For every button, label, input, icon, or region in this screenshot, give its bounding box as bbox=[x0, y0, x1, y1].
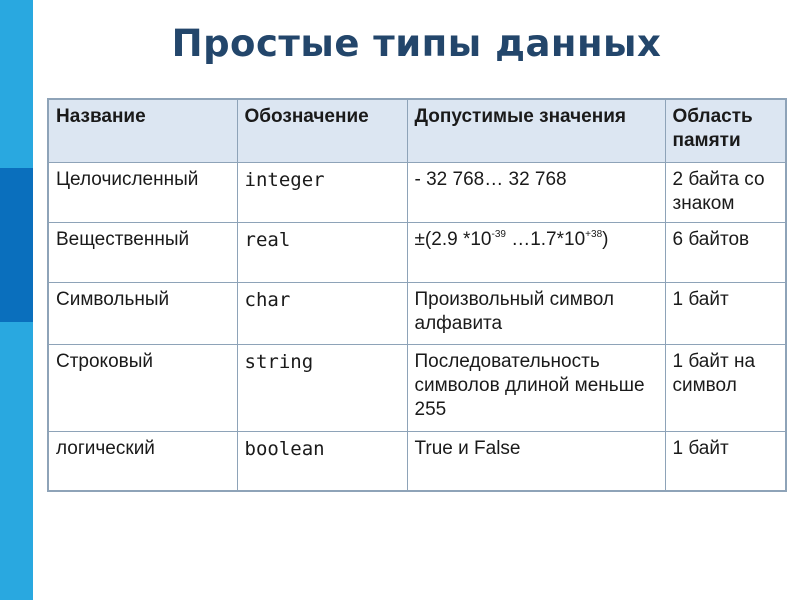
table-row bbox=[48, 222, 786, 282]
type-values-cell: - 32 768… 32 768 bbox=[407, 162, 665, 222]
side-accent-block bbox=[0, 168, 33, 322]
type-name-cell: логический bbox=[48, 431, 237, 491]
slide-title: Простые типы данных bbox=[171, 22, 662, 65]
exponent-min: -39 bbox=[491, 228, 506, 240]
type-designation-cell: char bbox=[237, 282, 407, 344]
header-designation: Обозначение bbox=[237, 99, 407, 162]
header-values: Допустимые значения bbox=[407, 99, 665, 162]
values-text-b: …1.7*10 bbox=[505, 228, 586, 250]
table-row bbox=[48, 431, 786, 491]
type-values-cell: True и False bbox=[407, 431, 665, 491]
type-designation-cell: string bbox=[237, 344, 407, 431]
type-name-cell: Строковый bbox=[48, 344, 237, 431]
table-row bbox=[48, 282, 786, 344]
table-row bbox=[48, 162, 786, 222]
data-types-table bbox=[47, 98, 787, 492]
type-values-cell: Последовательность символов длиной меньше 255 bbox=[407, 344, 665, 431]
table-row bbox=[48, 344, 786, 431]
type-designation-cell: boolean bbox=[237, 431, 407, 491]
type-memory-cell: 2 байта со знаком bbox=[665, 162, 786, 222]
type-designation-cell: real bbox=[237, 222, 407, 282]
type-values-cell: Произвольный символ алфавита bbox=[407, 282, 665, 344]
type-memory-cell: 1 байт на символ bbox=[665, 344, 786, 431]
table-header-row bbox=[48, 99, 786, 162]
type-memory-cell: 6 байтов bbox=[665, 222, 786, 282]
values-text-c: ) bbox=[602, 228, 609, 250]
header-memory: Область памяти bbox=[665, 99, 786, 162]
values-text-a: ±(2.9 *10 bbox=[414, 228, 492, 250]
type-designation-cell: integer bbox=[237, 162, 407, 222]
type-values-cell bbox=[407, 222, 665, 282]
type-name-cell: Символьный bbox=[48, 282, 237, 344]
header-name: Название bbox=[48, 99, 237, 162]
type-name-cell: Вещественный bbox=[48, 222, 237, 282]
type-memory-cell: 1 байт bbox=[665, 282, 786, 344]
exponent-max: +38 bbox=[585, 228, 603, 240]
type-name-cell: Целочисленный bbox=[48, 162, 237, 222]
type-memory-cell: 1 байт bbox=[665, 431, 786, 491]
